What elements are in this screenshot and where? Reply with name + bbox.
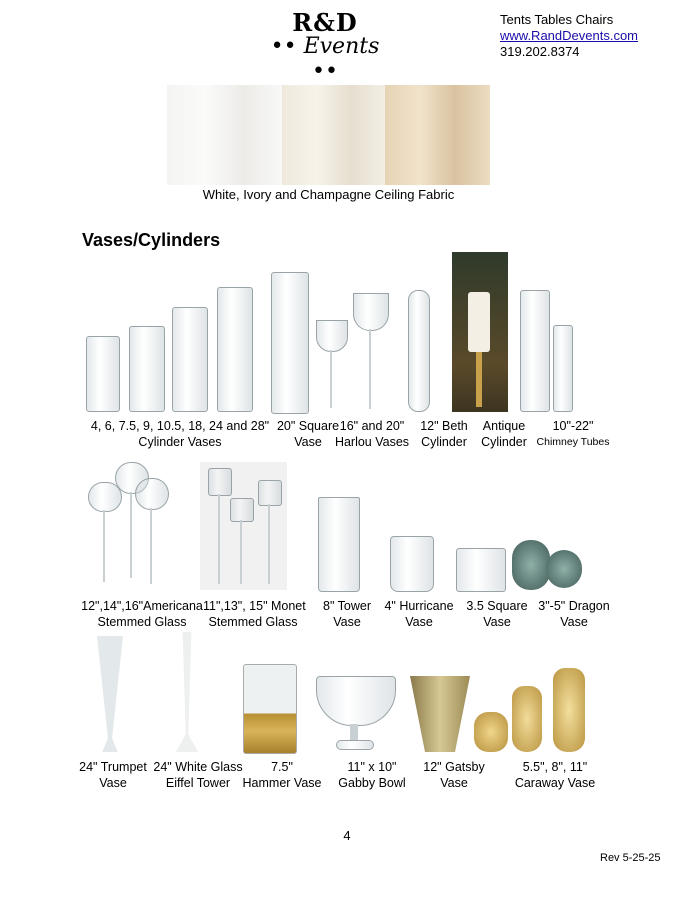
square-vase-image: [271, 272, 309, 414]
hammer-vase-image: [243, 664, 297, 754]
caption-square-vase-small: 3.5 Square Vase: [466, 599, 528, 629]
caption-antique-cylinder: Antique Cylinder: [481, 419, 527, 449]
caption-hurricane-vase: 4" Hurricane Vase: [384, 599, 454, 629]
beth-cylinder-image: [408, 290, 430, 412]
white-fabric-image: [167, 85, 282, 185]
page-number: 4: [343, 828, 351, 843]
hurricane-vase-image: [390, 536, 434, 592]
contact-info: [500, 12, 638, 60]
logo-subtitle: •• Events ••: [270, 34, 380, 84]
caption-gabby-bowl: 11" x 10" Gabby Bowl: [338, 760, 406, 790]
ivory-fabric-image: [282, 85, 385, 185]
caption-beth-cylinder: 12" Beth Cylinder: [420, 419, 468, 449]
fabric-caption: White, Ivory and Champagne Ceiling Fabric: [202, 187, 455, 202]
website-link[interactable]: www.RandDevents.com: [500, 28, 638, 43]
caption-monet: 11",13", 15" Monet Stemmed Glass: [203, 599, 306, 629]
caption-eiffel-tower: 24" White Glass Eiffel Tower: [153, 760, 243, 790]
square-vase-small-image: [456, 548, 506, 592]
caption-cylinder-vases: 4, 6, 7.5, 9, 10.5, 18, 24 and 28" Cylinder Vases: [90, 419, 270, 449]
antique-cylinder-image: [452, 252, 508, 412]
monet-stemmed-glass-image: [200, 462, 287, 590]
caption-harlou-vases: 16" and 20" Harlou Vases: [334, 419, 410, 449]
caption-dragon-vase: 3"-5" Dragon Vase: [538, 599, 610, 629]
caption-square-vase: 20" Square Vase: [276, 419, 340, 449]
caption-gatsby-vase: 12" Gatsby Vase: [423, 760, 485, 790]
tower-vase-image: [318, 497, 360, 592]
phone: 319.202.8374: [500, 44, 580, 59]
caption-tower-vase: 8" Tower Vase: [323, 599, 371, 629]
trumpet-vase-image: [97, 636, 123, 752]
eiffel-tower-vase-image: [176, 632, 198, 752]
tagline: Tents Tables Chairs: [500, 12, 614, 27]
logo: R&D: [292, 8, 358, 37]
caption-hammer-vase: 7.5" Hammer Vase: [242, 760, 322, 790]
caption-americana: 12",14",16"Americana Stemmed Glass: [81, 599, 203, 629]
champagne-fabric-image: [385, 85, 490, 185]
caption-trumpet-vase: 24" Trumpet Vase: [79, 760, 147, 790]
caption-caraway-vase: 5.5", 8", 11" Caraway Vase: [514, 760, 596, 790]
gatsby-vase-image: [410, 676, 470, 752]
revision-label: Rev 5-25-25: [600, 852, 661, 864]
section-title: Vases/Cylinders: [82, 230, 221, 250]
caption-chimney-tubes: 10"-22" Chimney Tubes: [536, 419, 610, 448]
